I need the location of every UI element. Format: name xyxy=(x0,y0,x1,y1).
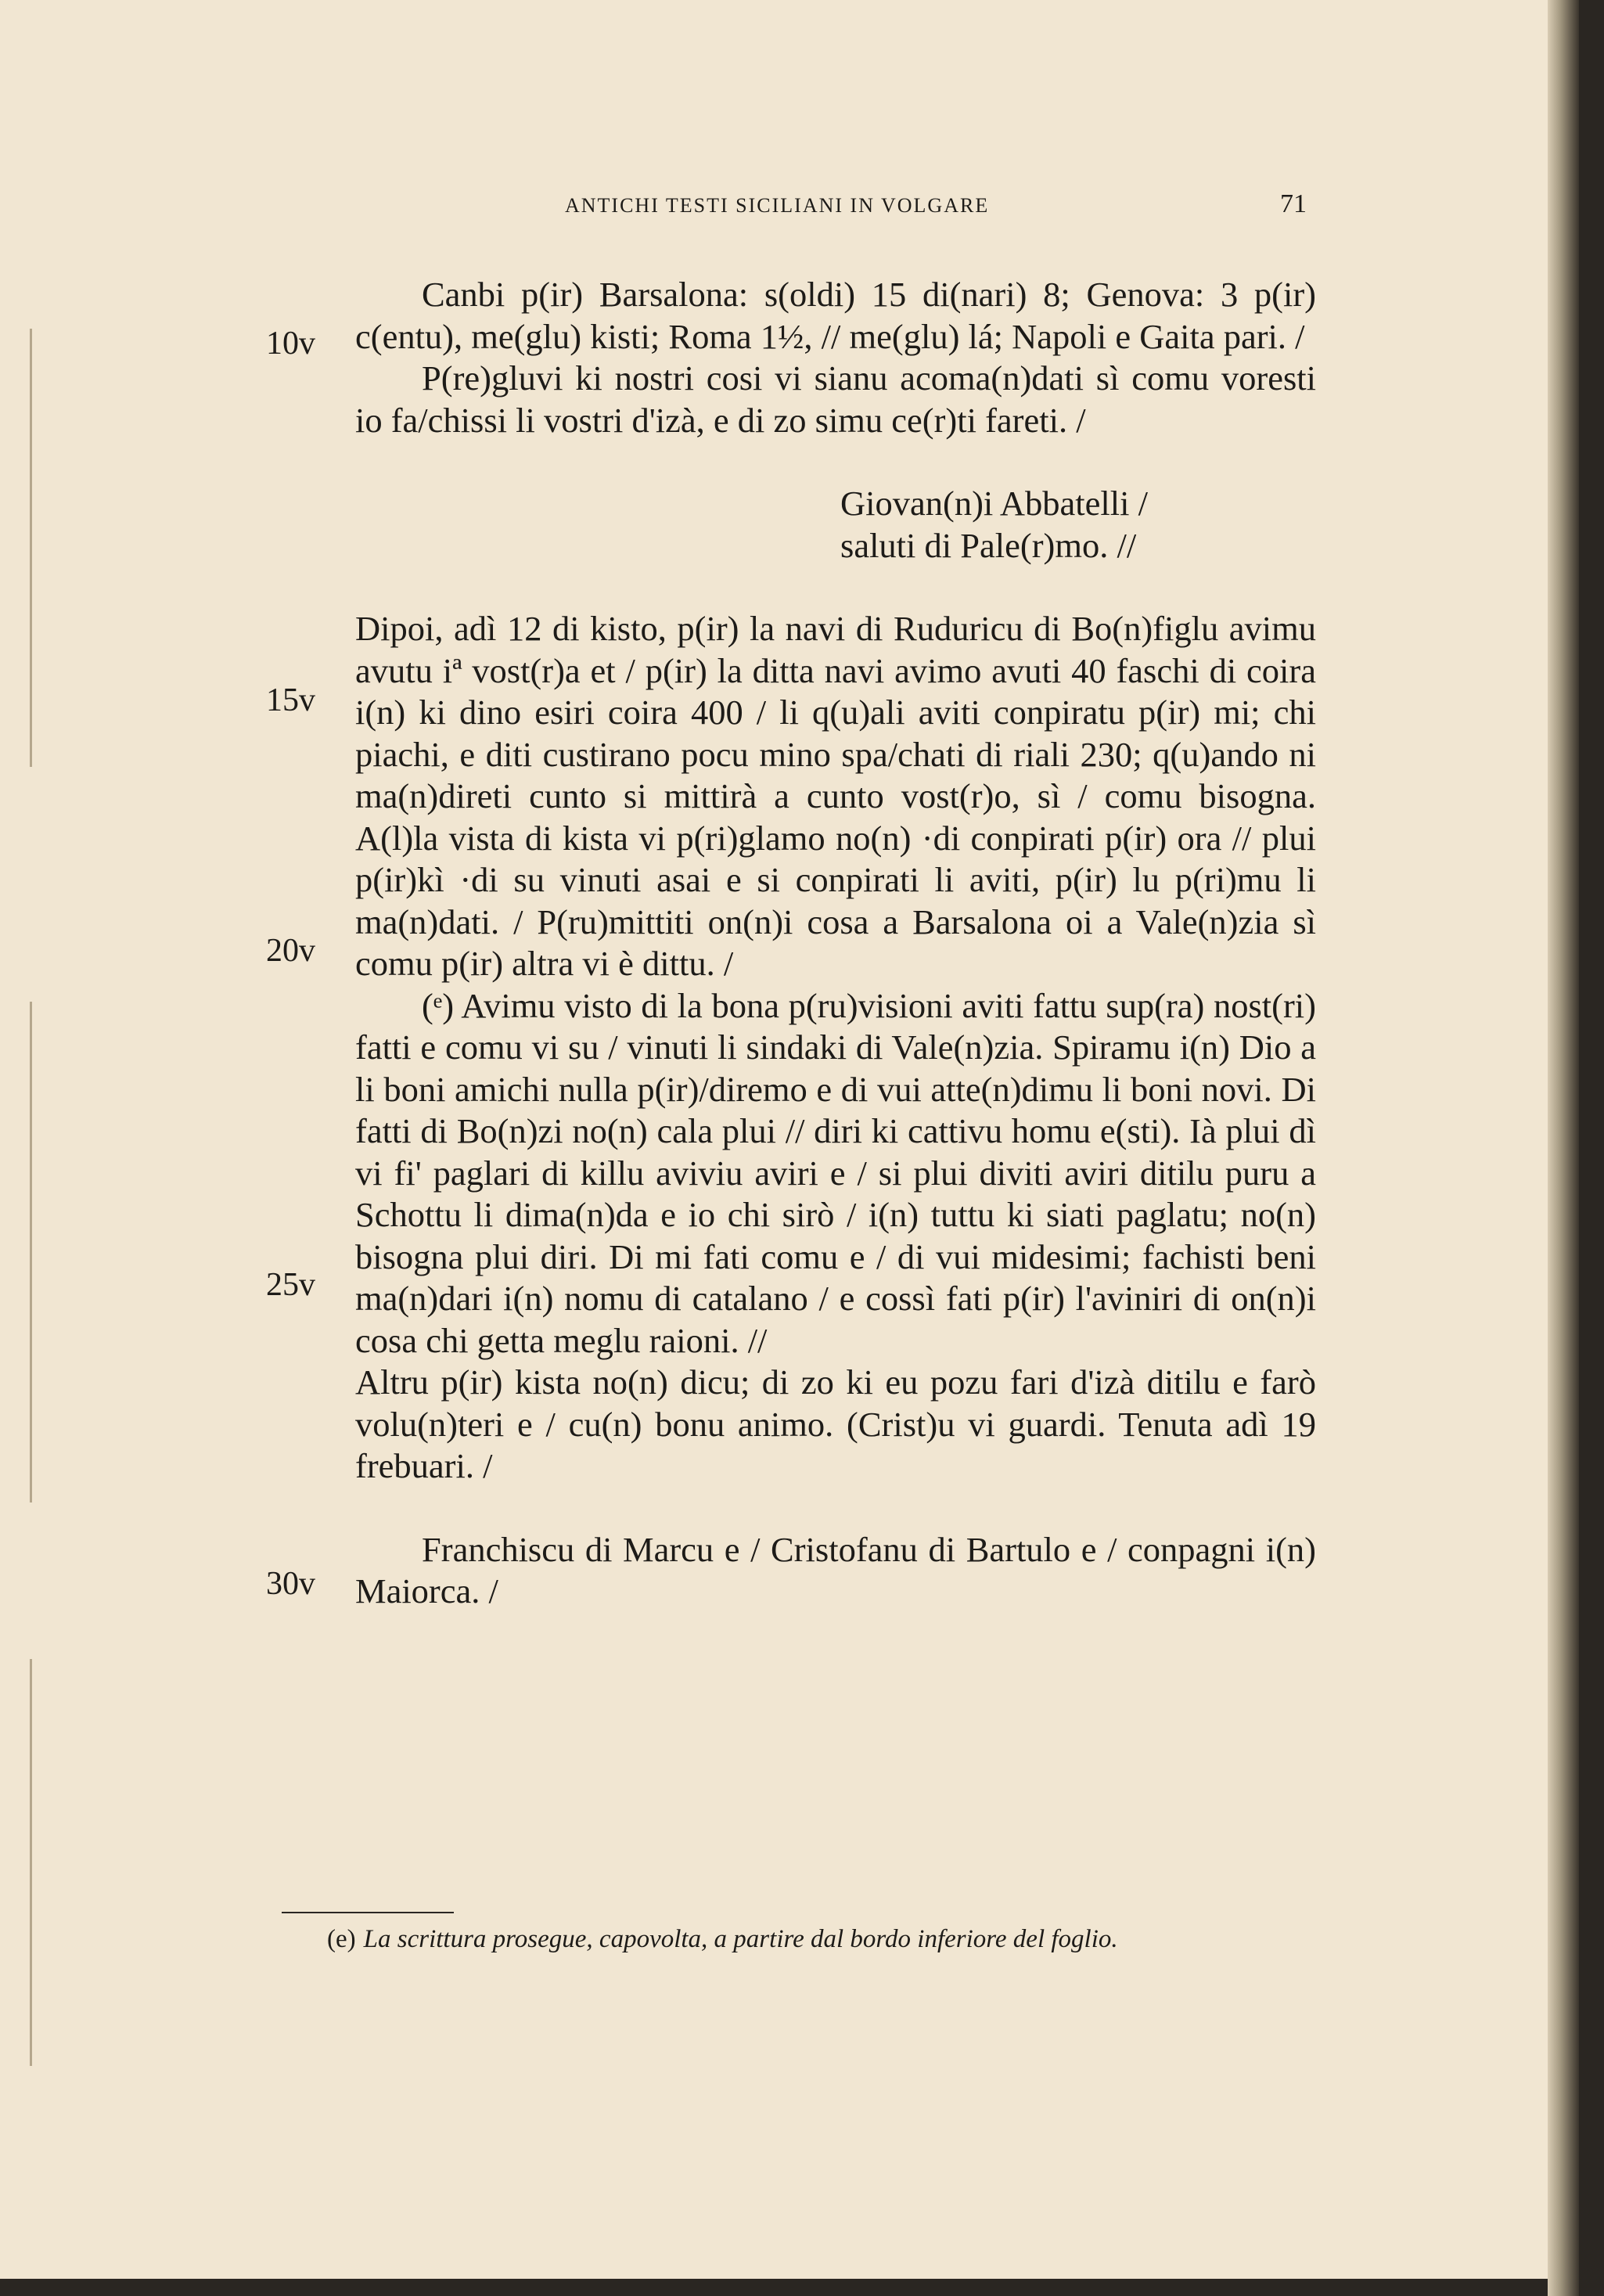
signature-line: Giovan(n)i Abbatelli / xyxy=(840,484,1149,523)
line-number: 25v xyxy=(266,1267,315,1303)
paragraph: P(re)gluvi ki nostri cosi vi sianu acoma(n)dati sì comu voresti io fa/chissi li vostri d'izà, e di zo simu ce(r)ti fareti. / xyxy=(355,358,1316,440)
binding-stitch xyxy=(30,329,32,767)
paragraph-text: Avimu visto di la bona p(ru)visioni aviti fattu sup(ra) nost(ri) fatti e comu vi su / vinuti li sindaki di Vale(n)zia. Spiramu i(n) Dio a li boni amichi nulla p(ir)/diremo e di vui atte(n)dimu li boni novi. Di fatti di Bo(n)zi no(n) cala plui // diri ki cattivu homu e(sti). Ià plui dì vi fi' paglari di killu aviviu aviri e / si plui diviti aviri ditilu puru a Schottu li dima(n)da e io chi sirò / i(n) tuttu ki siati paglatu; no(n) bisogna plui diri. Di mi fati comu e / di vui midesimi; fachisti beni ma(n)dari i(n) nomu di catalano / e cossì fati p(ir) l'aviniri di on(n)i cosa chi getta meglu raioni. // xyxy=(355,985,1316,1360)
paragraph: Altru p(ir) kista no(n) dicu; di zo ki eu pozu fari d'izà ditilu e farò volu(n)teri e / cu(n) bonu animo. (Crist)u vi guardi. Tenuta adì 19 frebuari. / xyxy=(355,1362,1316,1485)
binding-stitch xyxy=(30,1002,32,1502)
paragraph: Canbi p(ir) Barsalona: s(oldi) 15 di(nari) 8; Genova: 3 p(ir) c(entu), me(glu) kisti; Roma 1½, // me(glu) lá; Napoli e Gaita pari. / xyxy=(355,275,1316,356)
page-number: 71 xyxy=(1280,189,1307,218)
line-number: 10v xyxy=(266,326,315,362)
paragraph xyxy=(355,985,1316,1362)
closing-signature: Franchiscu di Marcu e / Cristofanu di Bartulo e / conpagni i(n) Maiorca. / xyxy=(355,1529,1316,1610)
line-number: 15v xyxy=(266,682,315,718)
letter-text xyxy=(355,274,1316,1613)
paragraph: Dipoi, adì 12 di kisto, p(ir) la navi di Ruduricu di Bo(n)figlu avimu avutu iª vost(r)a et / p(ir) la ditta navi avimo avuti 40 faschi di coira i(n) ki dino esiri coira 400 / li q(u)ali aviti conpiratu p(ir) mi; chi piachi, e diti custirano pocu mino spa/chati di riali 230; q(u)ando ni ma(n)direti cunto si mittirà a cunto vost(r)o, sì / comu bisogna. A(l)la vista di kista vi p(ri)glamo no(n) ·di conpirati p(ir) ora // plui p(ir)kì ·di su vinuti asai e si conpirati li aviti, p(ir) lu p(ri)mu li ma(n)dati. / P(ru)mittiti on(n)i cosa a Barsalona oi a Vale(n)zia sì comu p(ir) altra vi è dittu. / xyxy=(355,609,1316,983)
footnote xyxy=(327,1925,1336,1954)
binding-stitch xyxy=(30,1659,32,2066)
footnote-reference: (ᵉ) xyxy=(422,985,455,1025)
footnote-rule xyxy=(282,1912,454,1913)
footnote-mark: (e) xyxy=(327,1925,356,1953)
line-number: 20v xyxy=(266,933,315,969)
running-title: ANTICHI TESTI SICILIANI IN VOLGARE xyxy=(565,194,990,217)
footnote-text: La scrittura prosegue, capovolta, a partire dal bordo inferiore del foglio. xyxy=(363,1925,1118,1953)
line-number: 30v xyxy=(266,1566,315,1602)
signature-line: saluti di Pale(r)mo. // xyxy=(840,525,1137,565)
page-edge xyxy=(1548,0,1579,2296)
